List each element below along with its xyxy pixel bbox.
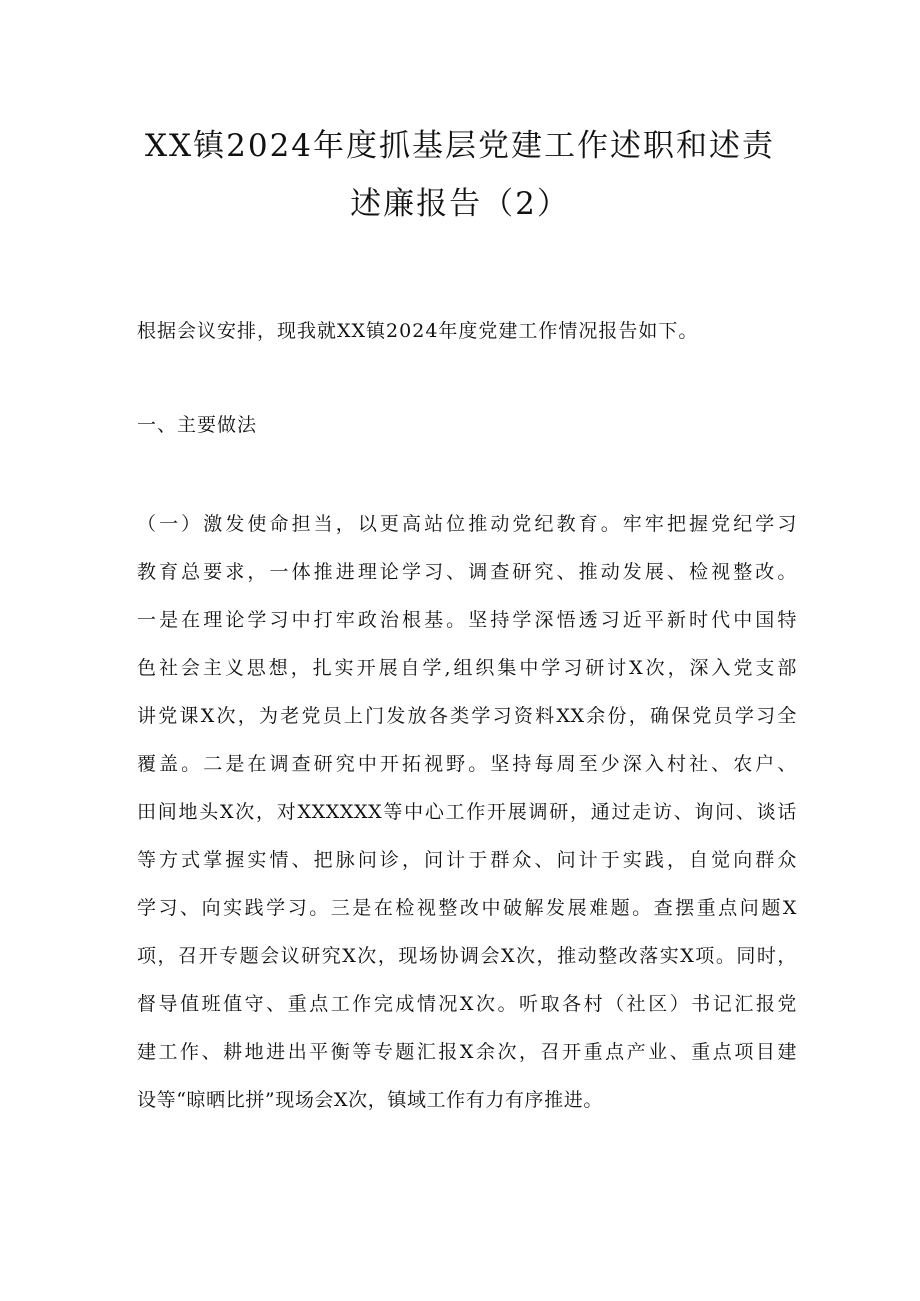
body-line: 设等“晾晒比拼”现场会X次，镇域工作有力有序推进。 [137, 1089, 603, 1111]
body-line: 田间地头X次，对XXXXXX等中心工作开展调研，通过走访、询问、谈话 [137, 801, 797, 823]
body-line: 建工作、耕地进出平衡等专题汇报X余次，召开重点产业、重点项目建 [137, 1041, 797, 1063]
body-line: 教育总要求，一体推进理论学习、调查研究、推动发展、检视整改。 [137, 561, 797, 583]
body-line: 覆盖。二是在调查研究中开拓视野。坚持每周至少深入村社、农户、 [137, 753, 797, 775]
body-line: 督导值班值守、重点工作完成情况X次。听取各村（社区）书记汇报党 [137, 993, 797, 1015]
body-line: 学习、向实践学习。三是在检视整改中破解发展难题。查摆重点问题X [137, 897, 797, 919]
body-line: 一是在理论学习中打牢政治根基。坚持学深悟透习近平新时代中国特 [137, 609, 797, 631]
section-heading: 一、主要做法 [137, 414, 258, 436]
document-title-line-1: XX镇2024年度抓基层党建工作述职和述责 [144, 128, 776, 164]
body-line: （一）激发使命担当，以更高站位推动党纪教育。牢牢把握党纪学习 [137, 513, 797, 535]
body-line: 色社会主义思想，扎实开展自学,组织集中学习研讨X次，深入党支部 [137, 657, 797, 679]
document-title-line-2: 述廉报告（2） [350, 186, 570, 222]
intro-paragraph: 根据会议安排，现我就XX镇2024年度党建工作情况报告如下。 [137, 320, 699, 342]
body-line: 讲党课X次，为老党员上门发放各类学习资料XX余份，确保党员学习全 [137, 705, 797, 727]
body-line: 等方式掌握实情、把脉问诊，问计于群众、问计于实践，自觉向群众 [137, 849, 797, 871]
body-paragraph [137, 505, 797, 1129]
body-line: 项，召开专题会议研究X次，现场协调会X次，推动整改落实X项。同时， [137, 945, 797, 967]
